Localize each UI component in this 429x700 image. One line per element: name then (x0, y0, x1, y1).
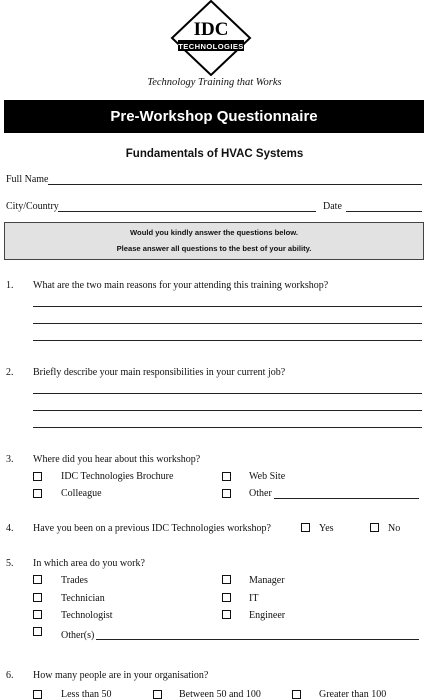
instructions-box (4, 222, 424, 260)
colleague-option-label: Colleague (61, 488, 102, 499)
q5-text: In which area do you work? (33, 558, 145, 569)
svg-text:IDC: IDC (193, 19, 229, 40)
q2-text: Briefly describe your main responsibilities in your current job? (33, 367, 286, 378)
less-than-50-option-label: Less than 50 (61, 689, 112, 700)
website-option-label: Web Site (249, 471, 286, 482)
no-option-label: No (388, 523, 401, 534)
greater-than-100-option-label: Greater than 100 (319, 689, 387, 700)
q4-text: Have you been on a previous IDC Technologies workshop? (33, 523, 271, 534)
other-area-option-label: Other(s) (61, 630, 95, 641)
greater-than-100-checkbox[interactable] (292, 690, 301, 699)
course-title: Fundamentals of HVAC Systems (125, 148, 304, 160)
q3-number: 3. (6, 454, 14, 465)
page-title: Pre-Workshop Questionnaire (4, 100, 424, 133)
technician-option-label: Technician (61, 593, 105, 604)
technician-checkbox[interactable] (33, 593, 42, 602)
q4-number: 4. (6, 523, 14, 534)
manager-option-label: Manager (249, 575, 285, 586)
manager-checkbox[interactable] (222, 575, 231, 584)
brochure-checkbox[interactable] (33, 472, 42, 481)
q2-number: 2. (6, 367, 14, 378)
instructions-line-2: Please answer all questions to the best of your ability. (116, 244, 312, 253)
instructions-line-1: Would you kindly answer the questions below. (130, 228, 298, 237)
svg-text:TECHNOLOGIES: TECHNOLOGIES (178, 42, 244, 51)
other-area-checkbox[interactable] (33, 627, 42, 636)
q1-number: 1. (6, 280, 14, 291)
it-option-label: IT (249, 593, 259, 604)
colleague-checkbox[interactable] (33, 489, 42, 498)
q6-text: How many people are in your organisation? (33, 670, 209, 681)
brochure-option-label: IDC Technologies Brochure (61, 471, 174, 482)
q2-answer-line[interactable] (33, 427, 422, 428)
city-country-label: City/Country (6, 201, 59, 212)
other-source-option-label: Other (249, 488, 272, 499)
city-country-field[interactable] (58, 211, 316, 212)
other-source-checkbox[interactable] (222, 489, 231, 498)
q1-answer-line[interactable] (33, 306, 422, 307)
q1-answer-line[interactable] (33, 340, 422, 341)
trades-option-label: Trades (61, 575, 88, 586)
previous-workshop-yes-checkbox[interactable] (301, 523, 310, 532)
q1-text: What are the two main reasons for your attending this training workshop? (33, 280, 329, 291)
technologist-option-label: Technologist (61, 610, 113, 621)
full-name-label: Full Name (6, 174, 49, 185)
engineer-option-label: Engineer (249, 610, 286, 621)
previous-workshop-no-checkbox[interactable] (370, 523, 379, 532)
technologist-checkbox[interactable] (33, 610, 42, 619)
engineer-checkbox[interactable] (222, 610, 231, 619)
other-area-field[interactable] (96, 639, 419, 640)
idc-technologies-logo (170, 0, 252, 76)
between-50-100-option-label: Between 50 and 100 (179, 689, 261, 700)
full-name-field[interactable] (48, 184, 422, 185)
q1-answer-line[interactable] (33, 323, 422, 324)
other-source-field[interactable] (274, 498, 419, 499)
q5-number: 5. (6, 558, 14, 569)
q2-answer-line[interactable] (33, 393, 422, 394)
q2-answer-line[interactable] (33, 410, 422, 411)
between-50-100-checkbox[interactable] (153, 690, 162, 699)
website-checkbox[interactable] (222, 472, 231, 481)
it-checkbox[interactable] (222, 593, 231, 602)
date-field[interactable] (346, 211, 422, 212)
trades-checkbox[interactable] (33, 575, 42, 584)
yes-option-label: Yes (319, 523, 334, 534)
less-than-50-checkbox[interactable] (33, 690, 42, 699)
tagline: Technology Training that Works (147, 77, 282, 88)
q6-number: 6. (6, 670, 14, 681)
q3-text: Where did you hear about this workshop? (33, 454, 201, 465)
date-label: Date (323, 201, 342, 212)
